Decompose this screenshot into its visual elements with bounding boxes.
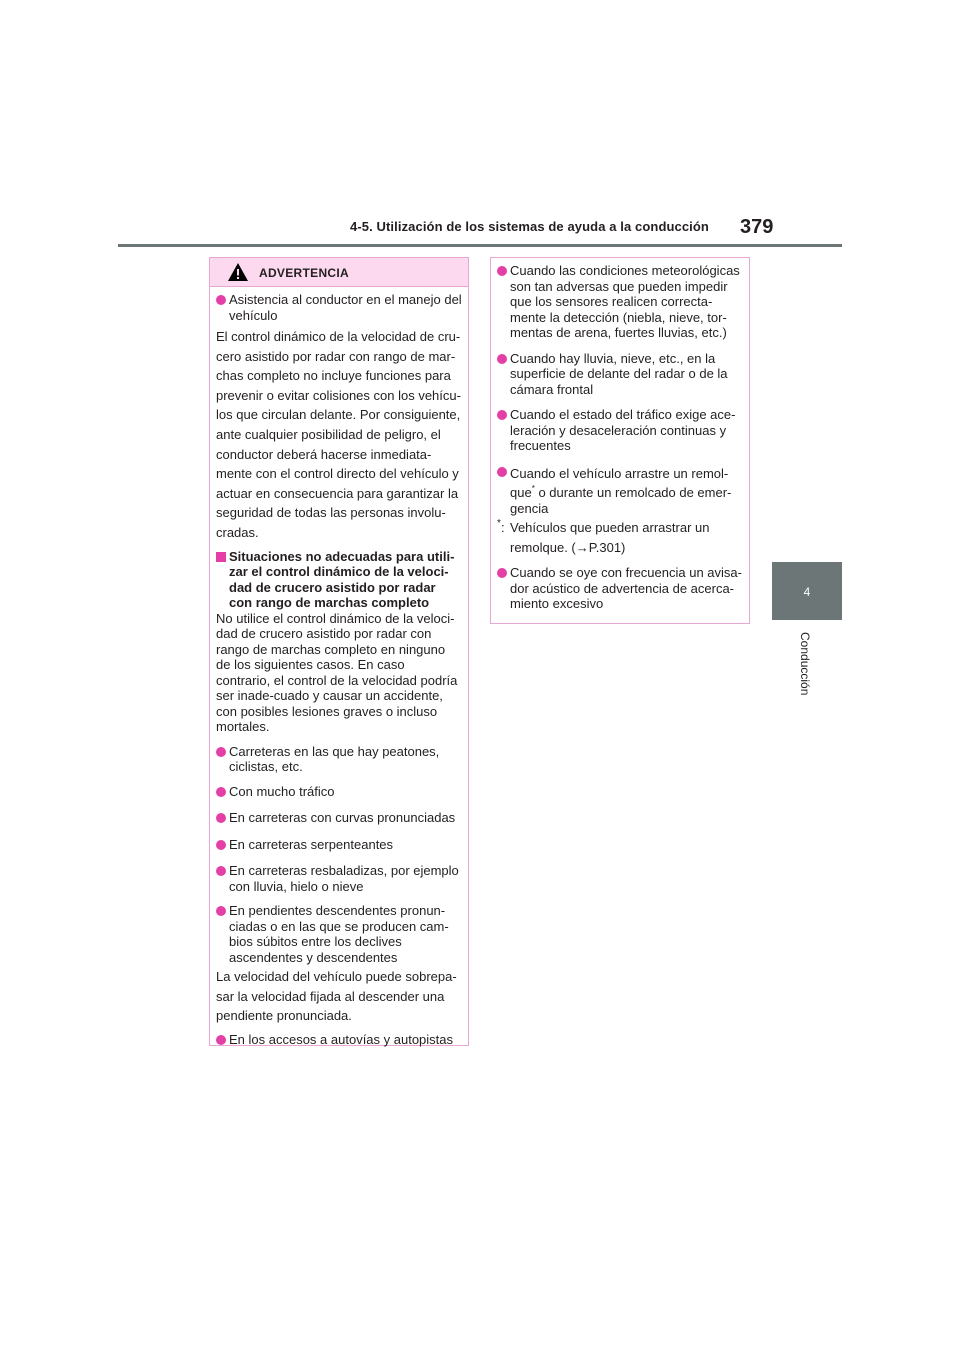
bullet-text: Carreteras en las que hay peatones, ciclistas, etc. [229, 743, 440, 775]
warning-header [210, 258, 468, 287]
subheading-text: Situaciones no adecuadas para utili-zar el control dinámico de la veloci-dad de crucero asistido por radar con rango de marchas completo [229, 548, 455, 611]
text-line: La velocidad del vehículo puede sobrepa- [216, 969, 457, 985]
text-line: El control dinámico de la velocidad de cru- [216, 329, 461, 344]
bullet-text: Asistencia al conductor en el manejo del vehículo [229, 292, 462, 323]
footnote-marker: * [497, 518, 501, 530]
bullet-text: Cuando se oye con frecuencia un avisa-dor acústico de advertencia de acerca-miento excesivo [510, 565, 742, 612]
text-line: actuar en consecuencia para garantizar la [216, 485, 459, 501]
list-item [216, 292, 462, 323]
bullet-icon [497, 568, 507, 578]
bullet-text: En carreteras resbaladizas, por ejemplo con lluvia, hielo o nieve [229, 863, 459, 894]
list-item [497, 351, 743, 398]
bullet-text: Cuando hay lluvia, nieve, etc., en la superficie de delante del radar o de la cámara frontal [510, 350, 728, 397]
bullet-text: En carreteras con curvas pronunciadas [229, 810, 456, 826]
list-item [216, 863, 462, 894]
list-item [497, 464, 743, 517]
warning-title: ADVERTENCIA [259, 266, 349, 280]
list-item [216, 810, 462, 826]
text-line: prevenir o evitar colisiones con los vehícu- [216, 387, 461, 403]
subheading [216, 549, 462, 611]
bullet-text: Con mucho tráfico [229, 783, 335, 799]
bullet-icon [216, 787, 226, 797]
footnote-marker: * [531, 484, 535, 494]
text-line: cradas. [216, 524, 259, 540]
bullet-text: Cuando el estado del tráfico exige ace-leración y desaceleración continuas y frecuentes [510, 407, 736, 453]
list-item [216, 784, 462, 800]
bullet-text: En carreteras serpenteantes [229, 836, 394, 852]
bullet-icon [216, 866, 226, 876]
square-bullet-icon [216, 552, 226, 562]
list-item [216, 837, 462, 853]
bullet-icon [216, 906, 226, 916]
bullet-icon [216, 840, 226, 850]
bullet-icon [497, 266, 507, 276]
text-line: Cuando el vehículo arrastre un remol- [510, 465, 729, 481]
bullet-icon [216, 295, 226, 305]
warning-content-left [210, 287, 468, 1047]
bullet-icon [216, 747, 226, 757]
text-line: conductor deberá hacerse inmediata- [216, 446, 432, 462]
text-line: Vehículos que pueden arrastrar un [510, 520, 710, 536]
list-item [216, 744, 462, 775]
text-line: ante cualquier posibilidad de peligro, el [216, 426, 441, 442]
text-line [510, 485, 743, 516]
paragraph: No utilice el control dinámico de la veloci-dad de crucero asistido por radar con rango de marchas completo en ninguno de los siguientes casos. En caso contrario, el control de la velocidad podría ser inade-cuado y causar un accidente, con posibles lesiones graves o incluso mortales. [216, 610, 458, 735]
chapter-tab [772, 562, 842, 620]
text-line: mente con el control directo del vehículo y [216, 466, 459, 482]
chapter-label: Conducción [798, 632, 812, 696]
text-fragment: o durante un remolcado de emer-gencia [510, 485, 732, 516]
bullet-text: En pendientes descendentes pronun-ciadas o en las que se producen cam-bios súbitos entre los declives ascendentes y descendentes [229, 903, 449, 965]
text-fragment: que [510, 485, 532, 501]
section-title: 4-5. Utilización de los sistemas de ayuda a la conducción [350, 219, 709, 234]
bullet-icon [216, 1035, 226, 1045]
text-line: cero asistido por radar con rango de mar- [216, 348, 456, 364]
text-line: remolque. (→P.301) [510, 539, 626, 555]
footnote-colon: : [501, 520, 505, 536]
list-item [497, 407, 743, 454]
text-line: chas completo no incluye funciones para [216, 368, 451, 384]
list-item [216, 903, 462, 965]
text-line: seguridad de todas las personas involu- [216, 505, 446, 521]
footnote [497, 518, 743, 557]
paragraph [216, 967, 462, 1026]
header-rule [118, 244, 842, 247]
list-item [497, 565, 743, 612]
chapter-number: 4 [803, 585, 811, 599]
bullet-icon [497, 354, 507, 364]
text-line: los que circulan delante. Por consiguiente, [216, 407, 461, 423]
bullet-text: Cuando las condiciones meteorológicas son tan adversas que pueden impedir que los sensores realicen correcta-mente la detección (niebla, nieve, tor-mentas de arena, fuertes lluvias, etc.) [510, 263, 740, 340]
bullet-icon [216, 813, 226, 823]
text-line: sar la velocidad fijada al descender una [216, 988, 445, 1004]
text-line: pendiente pronunciada. [216, 1008, 352, 1024]
list-item [497, 263, 743, 341]
paragraph [216, 327, 462, 543]
warning-box-right [490, 257, 750, 624]
warning-box-left [209, 257, 469, 1046]
list-item [216, 1032, 462, 1048]
bullet-icon [497, 410, 507, 420]
page-number: 379 [740, 216, 774, 238]
bullet-icon [497, 467, 507, 477]
bullet-text: En los accesos a autovías y autopistas [229, 1031, 454, 1047]
warning-triangle-icon [227, 262, 249, 282]
warning-content-right [491, 258, 749, 612]
